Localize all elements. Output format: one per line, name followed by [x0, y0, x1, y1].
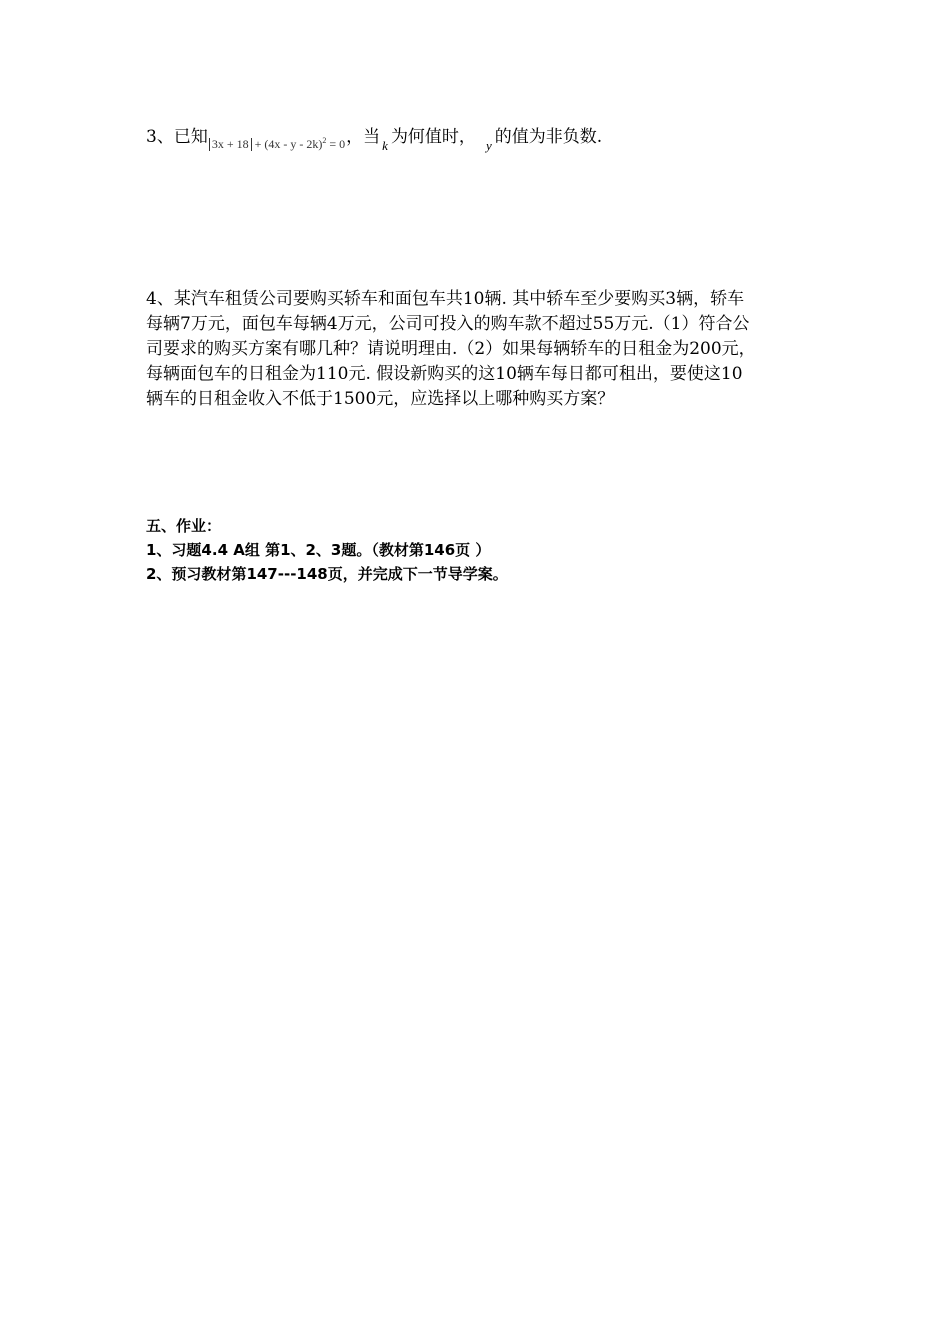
question-4	[146, 287, 826, 412]
question-3-suffix: 的值为非负数.	[494, 127, 603, 147]
question-3	[146, 124, 826, 159]
variable-y: y	[485, 138, 492, 153]
question-3-text-when: ，当	[346, 127, 381, 147]
question-3-text-value: 为何值时，	[390, 127, 476, 147]
question-4-line: 每辆面包车的日租金为110元. 假设新购买的这10辆车每日都可租出，要使这10	[146, 364, 743, 384]
question-3-prefix: 3、已知	[146, 127, 208, 147]
question-4-line: 每辆7万元，面包车每辆4万元，公司可投入的购车款不超过55万元.（1）符合公	[146, 314, 750, 334]
squared-term: + (4x - y - 2k)	[254, 137, 323, 151]
question-4-line: 4、某汽车租赁公司要购买轿车和面包车共10辆. 其中轿车至少要购买3辆，轿车	[146, 289, 745, 309]
homework-heading: 五、作业：	[146, 517, 222, 535]
question-4-line: 司要求的购买方案有哪几种？请说明理由.（2）如果每辆轿车的日租金为200元，	[146, 339, 756, 359]
question-4-line: 辆车的日租金收入不低于1500元，应选择以上哪种购买方案？	[146, 389, 615, 409]
homework-item-1: 1、习题4.4 A组 第1、2、3题。（教材第146页 ）	[146, 541, 491, 559]
absolute-value-term: 3x + 18	[209, 138, 252, 151]
question-3-formula	[209, 128, 345, 157]
variable-k: k	[382, 138, 388, 153]
homework-section	[146, 514, 826, 586]
homework-item-2: 2、预习教材第147---148页，并完成下一节导学案。	[146, 565, 508, 583]
exponent: 2	[322, 136, 327, 145]
equals-zero: = 0	[326, 137, 346, 151]
